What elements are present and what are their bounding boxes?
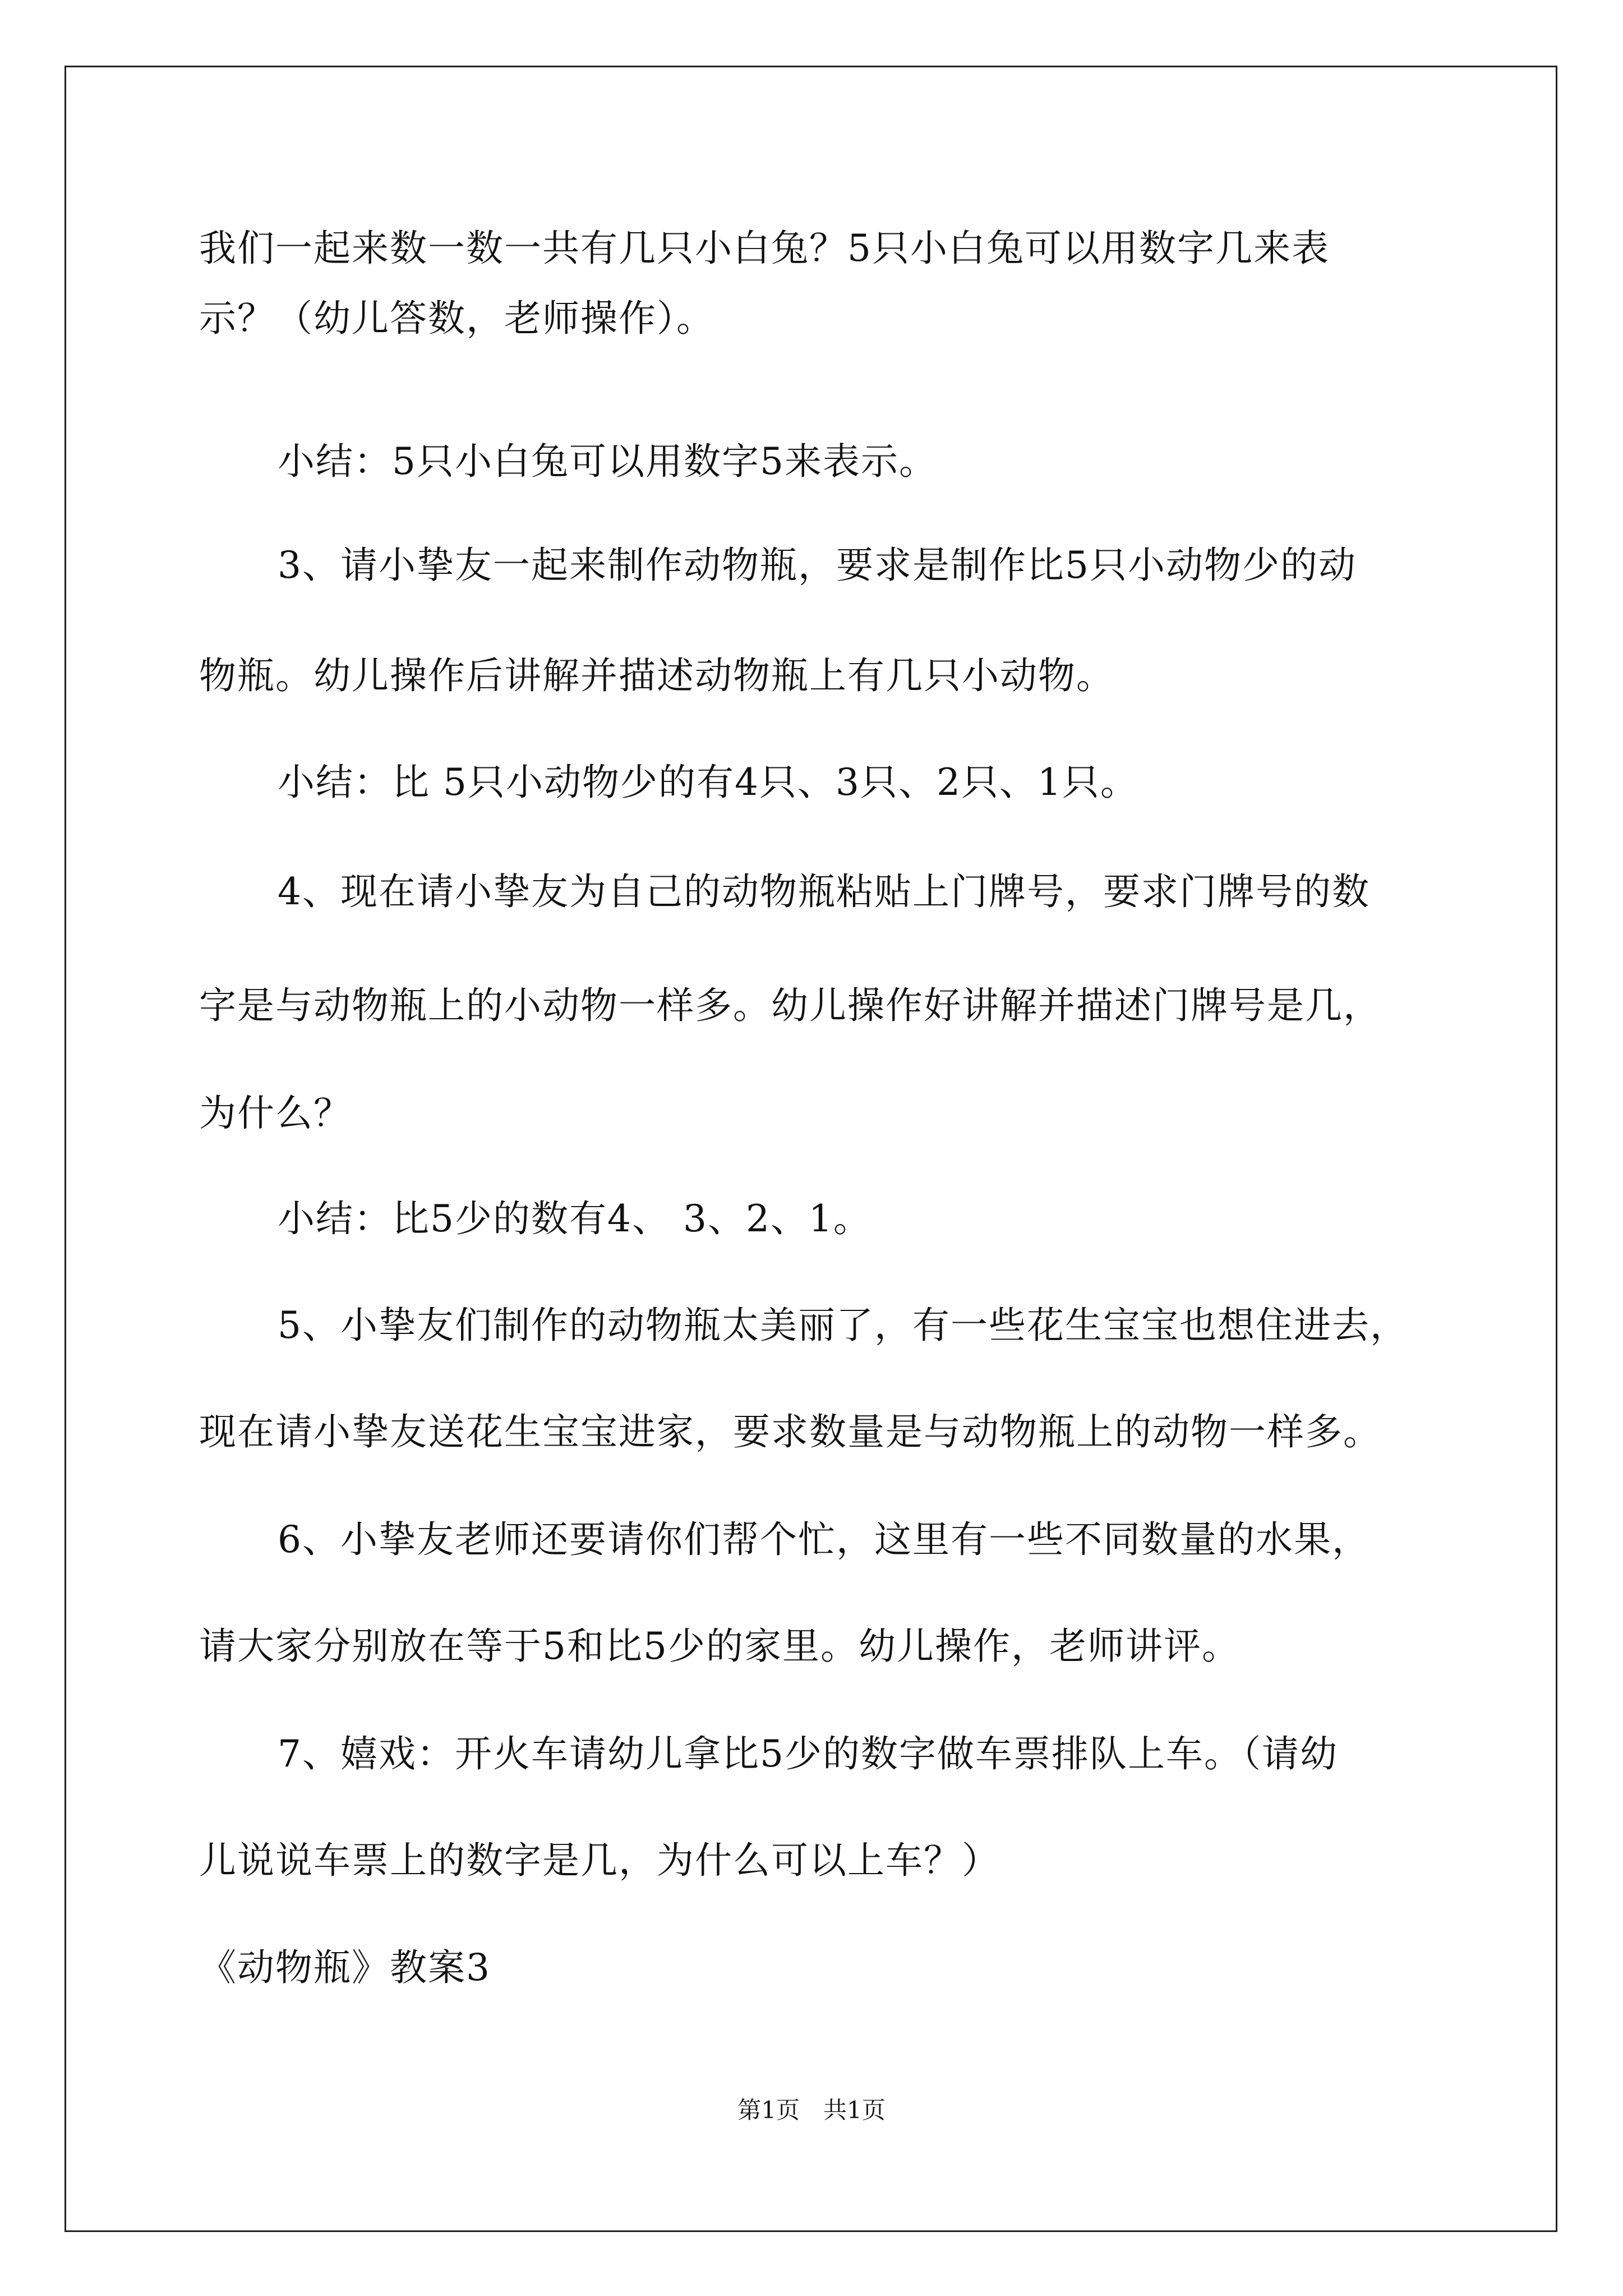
text-line: 6、小挚友老师还要请你们帮个忙，这里有一些不同数量的水果， <box>278 1518 1370 1561</box>
text-line: 我们一起来数一数一共有几只小白兔？5只小白兔可以用数字几来表 <box>199 227 1330 270</box>
page-number-footer: 第1页 共1页 <box>737 2096 886 2124</box>
section-heading: 《动物瓶》教案3 <box>199 1946 491 1989</box>
text-line: 请大家分别放在等于5和比5少的家里。幼儿操作，老师讲评。 <box>199 1625 1240 1668</box>
text-line: 5、小挚友们制作的动物瓶太美丽了，有一些花生宝宝也想住进去， <box>278 1304 1408 1347</box>
text-line: 3、请小挚友一起来制作动物瓶，要求是制作比5只小动物少的动 <box>278 544 1357 587</box>
page-border <box>64 66 1557 2232</box>
text-line: 现在请小挚友送花生宝宝进家，要求数量是与动物瓶上的动物一样多。 <box>199 1410 1381 1453</box>
text-line: 示？（幼儿答数，老师操作）。 <box>199 297 714 340</box>
text-line: 7、嬉戏：开火车请幼儿拿比5少的数字做车票排队上车。（请幼 <box>278 1732 1338 1775</box>
text-line: 小结：比 5只小动物少的有4只、3只、2只、1只。 <box>278 761 1138 804</box>
text-line: 字是与动物瓶上的小动物一样多。幼儿操作好讲解并描述门牌号是几， <box>199 984 1381 1027</box>
text-line: 4、现在请小挚友为自己的动物瓶粘贴上门牌号，要求门牌号的数 <box>278 870 1370 913</box>
text-line: 儿说说车票上的数字是几，为什么可以上车？） <box>199 1839 1000 1882</box>
text-line: 为什么？ <box>199 1092 352 1135</box>
text-line: 小结：5只小白兔可以用数字5来表示。 <box>278 440 937 483</box>
text-line: 小结：比5少的数有4、 3、2、1。 <box>278 1197 872 1240</box>
text-line: 物瓶。幼儿操作后讲解并描述动物瓶上有几只小动物。 <box>199 654 1114 697</box>
